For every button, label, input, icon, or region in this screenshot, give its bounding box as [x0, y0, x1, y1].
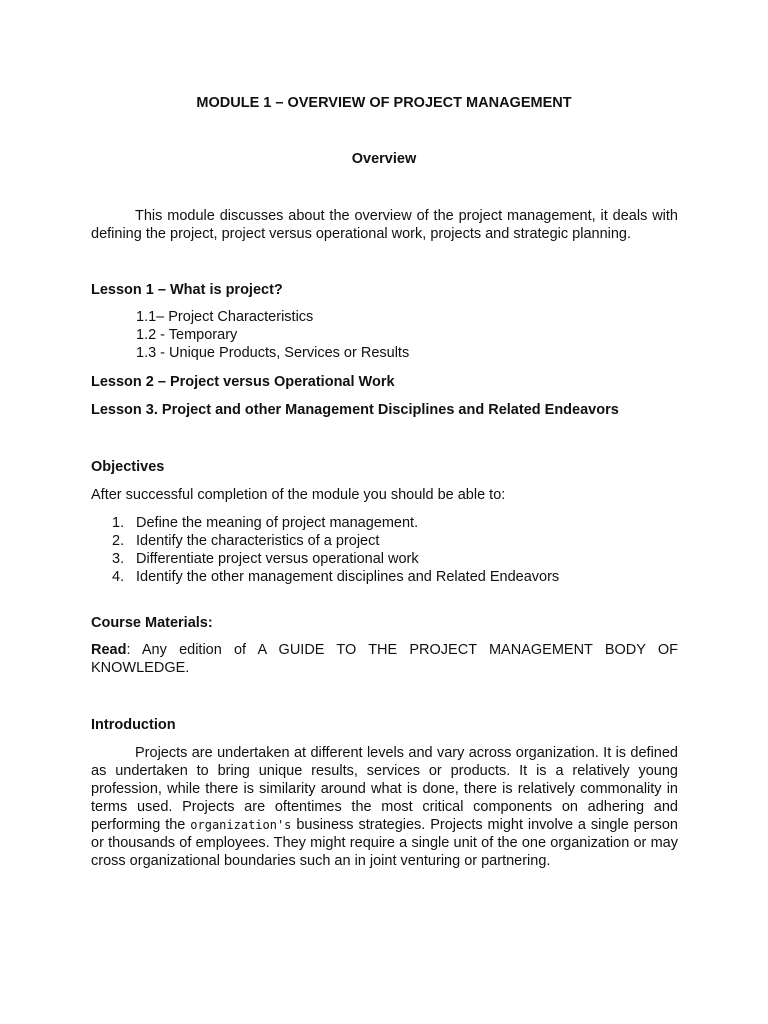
- objective-item: [112, 550, 678, 568]
- intro-mono-word: organization's: [190, 818, 292, 832]
- lesson1-item: 1.1– Project Characteristics: [136, 309, 314, 325]
- objective-text: Identify the characteristics of a project: [136, 533, 380, 549]
- overview-paragraph: This module discusses about the overview of the project management, it deals with defining the project, project versus operational work, projects and strategic planning.: [91, 208, 678, 242]
- intro-text-part1: Projects are undertaken at different levels and vary across organization. It is defined as undertaken to bring unique results, services or products. It is a relatively young profession, while there is similarity around what is done, there is relatively commonality in terms used. Projects are oftentimes the most critical components on adhering and performing the: [91, 745, 678, 833]
- objective-text: Identify the other management disciplines and Related Endeavors: [136, 569, 560, 585]
- objective-number: 2.: [112, 533, 125, 549]
- lesson3-heading: Lesson 3. Project and other Management Disciplines and Related Endeavors: [91, 402, 619, 418]
- course-materials-heading: Course Materials:: [91, 615, 213, 631]
- introduction-paragraph: [91, 744, 678, 870]
- intro-text-part2: business strategies. Projects might involve a single person or thousands of employees. They might require a single unit of the one organization or may cross organizational boundaries such an in joint venturing or partnering.: [91, 817, 678, 869]
- introduction-heading: Introduction: [91, 717, 176, 733]
- objectives-list: [112, 514, 678, 586]
- lesson1-heading: Lesson 1 – What is project?: [91, 282, 283, 298]
- objective-text: Define the meaning of project management.: [136, 515, 419, 531]
- objective-number: 4.: [112, 569, 125, 585]
- objectives-heading: Objectives: [91, 459, 165, 475]
- objective-item: [112, 514, 678, 532]
- lesson1-item: 1.3 - Unique Products, Services or Results: [136, 345, 410, 361]
- objective-text: Differentiate project versus operational work: [136, 551, 419, 567]
- objective-item: [112, 568, 678, 586]
- course-materials-read: [91, 641, 678, 677]
- objectives-intro: After successful completion of the module you should be able to:: [91, 487, 506, 503]
- read-label: Read: [91, 642, 127, 658]
- objective-number: 1.: [112, 515, 125, 531]
- module-title: MODULE 1 – OVERVIEW OF PROJECT MANAGEMENT: [196, 95, 572, 111]
- read-text: : Any edition of A GUIDE TO THE PROJECT MANAGEMENT BODY OF KNOWLEDGE.: [91, 642, 678, 676]
- overview-heading: Overview: [351, 151, 417, 167]
- objective-number: 3.: [112, 551, 125, 567]
- objective-item: [112, 532, 678, 550]
- lesson1-list: [136, 308, 676, 362]
- lesson1-item: 1.2 - Temporary: [136, 327, 238, 343]
- lesson2-heading: Lesson 2 – Project versus Operational Work: [91, 374, 395, 390]
